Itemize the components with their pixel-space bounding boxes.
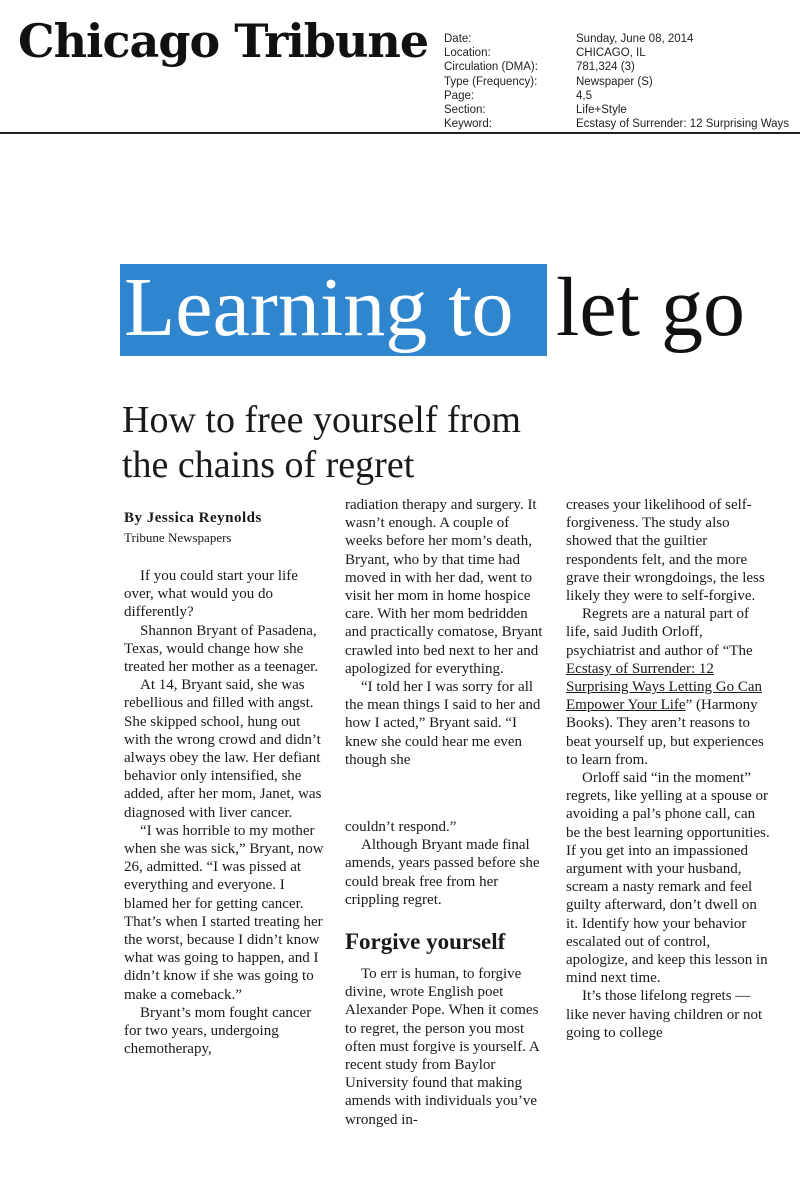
book-title-link[interactable]: Ecstasy of Surrender: 12 Surprising Ways Letting Go Can Empower Your Life [566, 660, 763, 714]
paragraph: couldn’t respond.” [345, 819, 457, 835]
article-column-2-continued [345, 818, 545, 909]
byline-org: Tribune Newspapers [124, 530, 232, 545]
meta-value: 781,324 (3) [576, 61, 635, 74]
byline: By Jessica Reynolds [124, 510, 262, 526]
paragraph: “I was horrible to my mother when she was sick,” Bryant, now 26, admitted. “I was pissed at everything and everyone. I blamed her for getting cancer. That’s when I started treating her the worst, because I didn’t know what was going to happen, and I didn’t know if she was going to make a comeback.” [124, 822, 324, 1003]
meta-label: Type (Frequency): [444, 75, 538, 88]
masthead-divider [0, 132, 800, 134]
text: ” (Harmony Books). They aren’t reasons to beat yourself up, but experiences to learn from. [566, 697, 764, 768]
meta-value: Life+Style [576, 104, 627, 117]
deck-subtitle: How to free yourself from the chains of regret [122, 399, 521, 486]
headline-part1: Learning to [124, 261, 514, 354]
text: Regrets are a natural part of life, said Judith Orloff, psychiatrist and author of “The [566, 606, 753, 659]
article-column-3 [566, 496, 771, 1042]
paragraph: If you could start your life over, what would you do differently? [124, 568, 298, 621]
article-column-2 [345, 496, 545, 769]
article-column-2-section [345, 965, 545, 1129]
meta-label: Section: [444, 104, 486, 117]
article-column-1 [124, 567, 324, 1058]
paragraph [566, 605, 771, 769]
meta-value: 4,5 [576, 89, 592, 102]
paragraph: Orloff said “in the moment” regrets, like yelling at a spouse or avoiding a pal’s phone call, can be the best learning opportunities. If you get into an impassioned argument with your husband, scream a nasty remark and feel guilty afterward, don’t dwell on it. Identify how your behavior escalated out of control, apologize, and keep this lesson in mind next time. [566, 770, 770, 987]
meta-value: Sunday, June 08, 2014 [576, 33, 694, 45]
paragraph: creases your likelihood of self-forgiveness. The study also showed that the guiltier respondents felt, and the more grave their wrongdoings, the less likely they were to self-forgive. [566, 497, 765, 605]
meta-value: CHICAGO, IL [576, 47, 646, 60]
paragraph: Bryant’s mom fought cancer for two years, undergoing chemotherapy, [124, 1004, 312, 1058]
paragraph: To err is human, to forgive divine, wrote English poet Alexander Pope. When it comes to regret, the person you most often must forgive is yourself. A recent study from Baylor University found that making amends with individuals you’ve wronged in- [345, 966, 539, 1128]
headline-part2: let go [556, 261, 745, 354]
meta-value: Ecstasy of Surrender: 12 Surprising Ways [576, 118, 790, 131]
paragraph: At 14, Bryant said, she was rebellious and filled with angst. She skipped school, hung out with the wrong crowd and didn’t always obey the law. Her defiant behavior only intensified, she added, after her mom, Janet, was diagnosed with liver cancer. [124, 677, 322, 821]
meta-label: Location: [444, 47, 491, 60]
meta-values [576, 32, 800, 131]
meta-label: Keyword: [444, 118, 492, 131]
meta-label: Date: [444, 33, 472, 45]
paragraph: radiation therapy and surgery. It wasn’t enough. A couple of weeks before her mom’s death, Bryant, who by that time had moved in with her dad, went to visit her mom in home hospice care. With her mom bedridden and practically comatose, Bryant crawled into bed next to her and apologized for everything. [345, 497, 543, 677]
paragraph: Shannon Bryant of Pasadena, Texas, would change how she treated her mother as a teenager. [124, 622, 319, 676]
meta-value: Newspaper (S) [576, 75, 653, 88]
section-subhead: Forgive yourself [345, 929, 506, 954]
masthead-title: Chicago Tribune [18, 14, 429, 68]
meta-labels [444, 32, 569, 131]
paragraph: It’s those lifelong regrets — like never having children or not going to college [566, 988, 763, 1041]
paragraph: Although Bryant made final amends, years passed before she could break free from her crippling regret. [345, 837, 540, 908]
meta-label: Page: [444, 89, 475, 102]
meta-label: Circulation (DMA): [444, 61, 538, 74]
paragraph: “I told her I was sorry for all the mean things I said to her and how I acted,” Bryant said. “I knew she could hear me even though she [345, 679, 541, 768]
